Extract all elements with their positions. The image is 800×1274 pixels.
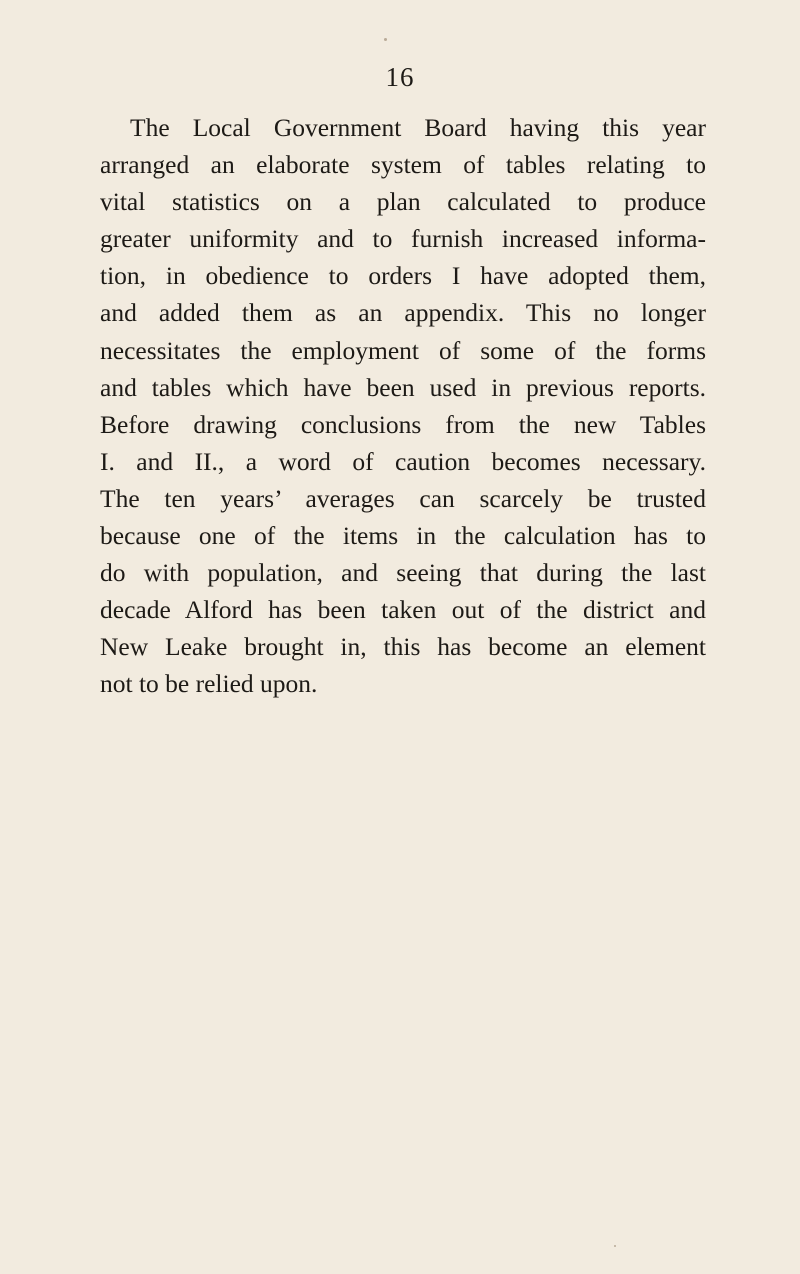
text-line: Before drawing conclusions from the new Tables	[100, 409, 706, 439]
text-line: because one of the items in the calculation has to	[100, 521, 706, 551]
text-line: The ten years’ averages can scarcely be trusted	[100, 483, 706, 513]
text-line: necessitates the employment of some of the forms	[100, 335, 706, 365]
text-line: and added them as an appendix. This no longer	[100, 298, 706, 328]
text-line: and tables which have been used in previous reports.	[100, 372, 706, 402]
text-line: decade Alford has been taken out of the district and	[100, 595, 706, 625]
text-line: tion, in obedience to orders I have adopted them,	[100, 261, 706, 291]
text-line: arranged an elaborate system of tables relating to	[100, 150, 706, 180]
text-line: New Leake brought in, this has become an element	[100, 632, 706, 662]
text-line: The Local Government Board having this year	[130, 113, 706, 142]
text-line: do with population, and seeing that during the last	[100, 558, 706, 588]
text-line: vital statistics on a plan calculated to produce	[100, 187, 706, 217]
text-line: not to be relied upon.	[100, 669, 318, 699]
page-number: 16	[385, 62, 415, 92]
paper-speck	[384, 38, 387, 41]
paper-speck	[614, 1245, 616, 1247]
text-line: I. and II., a word of caution becomes necessary.	[100, 446, 706, 476]
body-paragraph	[100, 109, 706, 703]
text-line: greater uniformity and to furnish increased informa-	[100, 224, 706, 254]
